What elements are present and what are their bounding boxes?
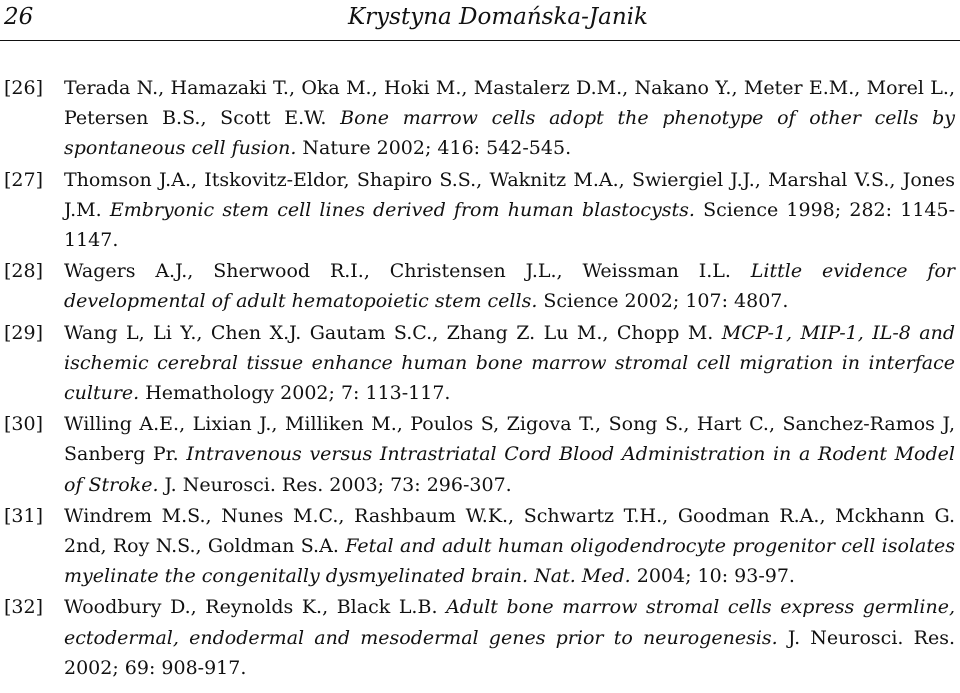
reference-authors: Wagers A.J., Sherwood R.I., Christensen J.L., Weissman I.L. [64, 260, 751, 283]
reference-entry [0, 409, 955, 500]
reference-number: [30] [4, 413, 44, 436]
reference-citation: 2004; 10: 93-97. [630, 565, 795, 588]
page-header [0, 0, 960, 41]
reference-title: Bone marrow cells adopt the phenotype of other cells by spontaneous cell fusion. [64, 107, 955, 160]
reference-title: Embryonic stem cell lines derived from human blastocysts. [109, 198, 695, 221]
page-number: 26 [4, 4, 34, 30]
reference-entry [0, 73, 955, 164]
reference-entry [0, 592, 955, 683]
reference-number: [32] [4, 596, 44, 619]
reference-journal: Nat. Med. [528, 565, 631, 588]
reference-authors: Thomson J.A., Itskovitz-Eldor, Shapiro S.S., Waknitz M.A., Swiergiel J.J., Marshal V.S., Jones J.M. [64, 168, 955, 221]
reference-authors: Woodbury D., Reynolds K., Black L.B. [64, 596, 447, 619]
reference-title: Little evidence for developmental of adult hematopoietic stem cells. [64, 260, 955, 313]
reference-citation: J. Neurosci. Res. 2003; 73: 296-307. [158, 473, 512, 496]
reference-title: Intravenous versus Intrastriatal Cord Blood Administration in a Rodent Model of Stroke. [64, 443, 955, 496]
reference-entry [0, 318, 955, 409]
reference-authors: Willing A.E., Lixian J., Milliken M., Poulos S, Zigova T., Song S., Hart C., Sanchez-Ramos J, Sanberg Pr. [64, 413, 955, 466]
reference-entry [0, 256, 955, 316]
reference-citation: Hemathology 2002; 7: 113-117. [139, 382, 451, 405]
reference-number: [26] [4, 77, 44, 99]
reference-citation: Science 1998; 282: 1145-1147. [64, 198, 956, 252]
reference-authors: Terada N., Hamazaki T., Oka M., Hoki M., Mastalerz D.M., Nakano Y., Meter E.M., Morel L., Petersen B.S., Scott E.W. [64, 77, 955, 130]
reference-citation: J. Neurosci. Res. 2002; 69: 908-917. [64, 626, 955, 679]
reference-list [0, 73, 955, 684]
reference-citation: Nature 2002; 416: 542-545. [296, 137, 572, 160]
reference-number: [28] [4, 260, 44, 283]
reference-number: [27] [4, 168, 44, 191]
running-head: Krystyna Domańska-Janik [348, 4, 648, 30]
reference-citation: Science 2002; 107: 4807. [537, 290, 789, 313]
reference-entry [0, 501, 955, 592]
reference-title: Fetal and adult human oligodendrocyte progenitor cell isolates myelinate the congenitally dysmyelinated brain. [64, 535, 955, 588]
reference-number: [29] [4, 321, 44, 344]
reference-title: MCP-1, MIP-1, IL-8 and ischemic cerebral tissue enhance human bone marrow stromal cell migration in interface culture. [64, 321, 956, 405]
reference-authors: Wang L, Li Y., Chen X.J. Gautam S.C., Zhang Z. Lu M., Chopp M. [64, 321, 722, 344]
reference-authors: Windrem M.S., Nunes M.C., Rashbaum W.K., Schwartz T.H., Goodman R.A., Mckhann G. 2nd, Roy N.S., Goldman S.A. [64, 504, 955, 558]
reference-entry [0, 165, 955, 256]
reference-title: Adult bone marrow stromal cells express germline, ectodermal, endodermal and mesodermal genes prior to neurogenesis. [64, 596, 955, 649]
reference-number: [31] [4, 504, 44, 527]
